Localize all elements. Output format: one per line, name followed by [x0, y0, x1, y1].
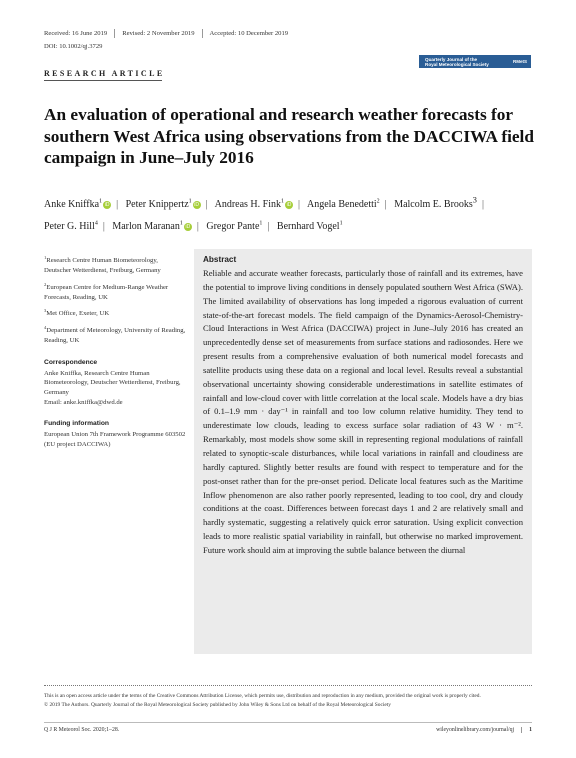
rmets-badge: RMetS [512, 59, 527, 64]
correspondence-text: Anke Kniffka, Research Centre Human Biometeorology, Deutscher Wetterdienst, Freiburg, Germany [44, 369, 181, 396]
affiliation: $^1$Research Centre Human Biometeorology, Deutscher Wetterdienst, Freiburg, Germany [44, 255, 161, 274]
journal-logo-line1: Quarterly Journal of the [425, 56, 478, 62]
abstract-heading: Abstract [203, 255, 237, 264]
article-type-label: RESEARCH ARTICLE [44, 69, 165, 78]
orcid-icon[interactable]: iD [286, 202, 292, 209]
journal-logo-line2: Royal Meteorological Society [425, 61, 489, 67]
citation: Q J R Meteorol Soc. 2020;1–28. [44, 727, 120, 733]
author[interactable]: Malcolm E. Brooks$^3$ [394, 196, 477, 211]
side-column [44, 253, 186, 449]
page-footer [436, 727, 532, 733]
journal-logo[interactable] [419, 55, 531, 68]
abstract-text: Reliable and accurate weather forecasts, particularly those of rainfall and its extremes, have the potential to improve living conditions in densely populated southern West Africa (SWA). The limited availability of observations has long impeded a rigorous evaluation of current state-of-the-art forecast models. The field campaign of the Dynamics-Aerosol-Chemistry-Cloud Interactions in West Africa (DACCIWA) project in June–July 2016 has created an unprecedentedly dense set of measurements from surface stations and radiosondes. Here we present results from a comprehensive evaluation of both numerical model forecasts and satellite products using these data on a regional and local level. Results reveal a substantial observational uncertainty showing considerable underestimations in satellite estimates of rainfall and low-cloud cover with little correlation at the local scale. Models have a dry bias of 0.1–1.9 mm · day⁻¹ in rainfall and too low column relative humidity. They tend to underestimate low clouds, leading to excess surface solar radiation of 43 W · m⁻². Remarkably, most models show some skill in representing regional modulations of rainfall related to synoptic-scale disturbances, while local variations in rainfall and cloudiness are hardly captured. Slightly better results are found with respect to temperature and for the post-onset rather than for the pre-onset period. Delicate local features such as the Maritime Inflow phenomenon are also rather poorly represented, leading to too cool, dry and cloudy conditions at the coast. Differences between forecast days 1 and 2 are relatively small and hardly systematic, suggesting a relatively quick error saturation. Using explicit convection leads to more realistic spatial variability in rainfall, but otherwise no marked improvement. Future work should aim at improving the subtle balance between the diurnal [203, 268, 523, 555]
author[interactable]: Andreas H. Fink$^1$iD [214, 199, 292, 211]
divider [44, 722, 532, 723]
copyright-line: © 2019 The Authors. Quarterly Journal of the Royal Meteorological Society published by John Wiley & Sons Ltd on behalf of the Royal Meteorological Society [44, 701, 391, 708]
author[interactable]: Bernhard Vogel$^1$ [276, 220, 343, 232]
orcid-icon[interactable]: iD [185, 223, 191, 230]
author[interactable]: Anke Kniffka$^1$iD [44, 199, 110, 211]
author[interactable]: Marlon Maranan$^1$iD [112, 220, 191, 232]
doi-link[interactable]: DOI: 10.1002/qj.3729 [44, 43, 103, 50]
affiliation: $^4$Department of Meteorology, University of Reading, Reading, UK [44, 325, 186, 345]
orcid-icon[interactable]: iD [104, 202, 110, 209]
affiliation: $^3$Met Office, Exeter, UK [44, 308, 110, 318]
author[interactable]: Angela Benedetti$^2$ [306, 199, 380, 211]
correspondence-email[interactable]: Email: anke.kniffka@dwd.de [44, 398, 123, 406]
revised-date: Revised: 2 November 2019 [114, 29, 201, 38]
affiliation: $^2$European Centre for Medium-Range Weather Forecasts, Reading, UK [44, 281, 169, 301]
funding-heading: Funding information [44, 420, 110, 428]
author[interactable]: Peter G. Hill$^4$ [44, 220, 98, 232]
divider [44, 80, 162, 81]
received-date: Received: 16 June 2019 [44, 30, 108, 37]
divider [44, 685, 532, 686]
journal-url[interactable]: wileyonlinelibrary.com/journal/qj [436, 727, 515, 733]
abstract-box [194, 249, 532, 654]
correspondence-heading: Correspondence [44, 358, 98, 366]
funding-text: European Union 7th Framework Programme 603502 (EU project DACCIWA) [44, 431, 186, 448]
article-dates [44, 29, 295, 38]
license-notice [44, 692, 536, 709]
author[interactable]: Peter Knippertz$^1$iD [125, 199, 199, 211]
accepted-date: Accepted: 10 December 2019 [202, 29, 296, 38]
author[interactable]: Gregor Pante$^1$ [206, 220, 263, 232]
article-title: An evaluation of operational and research weather forecasts for southern West Africa using observations from the DACCIWA field campaign in June–July 2016 [44, 105, 534, 167]
orcid-icon[interactable]: iD [194, 202, 199, 209]
license-line: This is an open access article under the terms of the Creative Commons Attribution License, which permits use, distribution and reproduction in any medium, provided the original work is properly cited. [44, 693, 481, 699]
author-list: Anke Kniffka$^1$iD | Peter Knippertz$^1$iD | Andreas H. Fink$^1$iD | Angela Benedetti$^2$ | Malcolm E. Brooks$^3$ | Peter G. Hill$^4$ | Marlon Maranan$^1$iD | Gregor Pante$^1$ | Bernhard Vogel$^1$ [44, 196, 484, 232]
page-number: 1 [521, 727, 532, 733]
